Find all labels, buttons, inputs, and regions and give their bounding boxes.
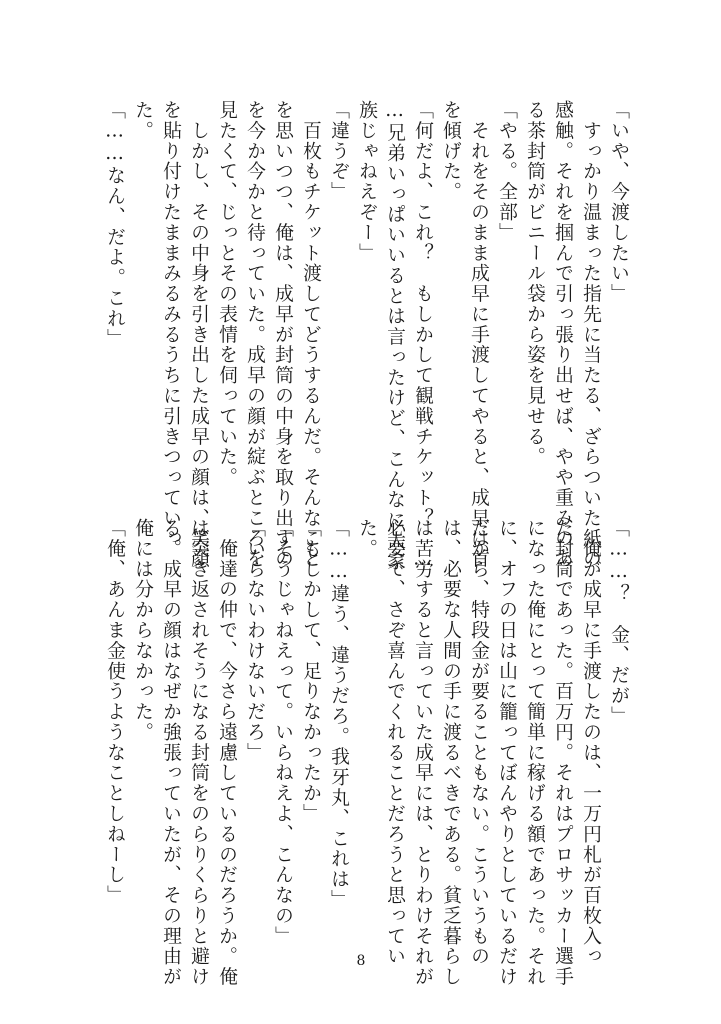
text-line: た。 — [132, 100, 153, 141]
text-line: 「……なん、だよ。これ」 — [104, 100, 125, 350]
text-line: は突き返されそうになる封筒をのらりくらりと避け — [188, 518, 209, 987]
text-line: 「やる。全部」 — [496, 100, 517, 243]
page-number: 8 — [356, 953, 366, 969]
text-line: 「何だよ、これ？ もしかして観戦チケット？ … — [412, 100, 433, 572]
text-line: 族じゃねえぞー」 — [356, 100, 377, 264]
text-line: を思いつつ、俺は、成早が封筒の中身を取り出すの — [272, 100, 293, 569]
text-line: だから、特段金が要ることもない。こういうもの — [468, 518, 489, 967]
text-line: になった俺にとって簡単に稼げる額であった。それ — [524, 518, 545, 987]
text-line: 必要で、さぞ喜んでくれることだろうと思ってい — [384, 518, 405, 967]
text-line: た封筒であった。百万円。それはプロサッカー選手 — [552, 518, 573, 987]
text-line: 俺が成早に手渡したのは、一万円札が百枚入っ — [580, 518, 601, 967]
text-line: を傾げた。 — [440, 100, 461, 202]
text-line: 百枚もチケット渡してどうするんだ。そんなこと — [300, 100, 321, 569]
text-line: に、オフの日は山に籠ってぼんやりとしているだけ — [496, 518, 517, 987]
text-line: 「そうじゃねえって。いらねえよ、こんなの」 — [272, 518, 293, 947]
text-line: 「……？ 金、だが」 — [608, 518, 629, 727]
text-line: 「違うぞ」 — [328, 100, 349, 202]
text-line: すっかり温まった指先に当たる、ざらついた紙の — [580, 100, 601, 569]
text-line: 俺には分からなかった。 — [132, 518, 153, 743]
text-line: る。成早の顔はなぜか強張っていたが、その理由が — [160, 518, 181, 987]
text-line: 見たくて、じっとその表情を伺っていた。 — [216, 100, 237, 488]
text-line: を貼り付けたままみるみるうちに引きつっていっ — [160, 100, 181, 549]
text-line: は苦労すると言っていた成早には、とりわけそれが — [412, 518, 433, 987]
text-line: る茶封筒がビニール袋から姿を見せる。 — [524, 100, 545, 468]
text-line: 俺達の仲で、今さら遠慮しているのだろうか。俺 — [216, 518, 237, 987]
text-line: 「俺、あんま金使うようなことしねーし」 — [104, 518, 125, 906]
text-line: 感触。それを掴んで引っ張り出せば、やや重みのあ — [552, 100, 573, 569]
text-line: 「いらないわけないだろ」 — [244, 518, 265, 763]
text-line: それをそのまま成早に手渡してやると、成早は首 — [468, 100, 489, 569]
text-line: た。 — [356, 518, 377, 559]
text-line: 「……違う、違うだろ。我牙丸、これは」 — [328, 518, 349, 910]
text-line: は、必要な人間の手に渡るべきである。貧乏暮らし — [440, 518, 461, 987]
text-line: 「いや、今渡したい」 — [608, 100, 629, 304]
text-line: しかし、その中身を引き出した成早の顔は、笑顔 — [188, 100, 209, 569]
text-line: …兄弟いっぱいいるとは言ったけど、こんなに大家 — [384, 100, 405, 572]
text-line: 「もしかして、足りなかったか」 — [300, 518, 321, 824]
text-line: を今か今かと待っていた。成早の顔が綻ぶところを — [244, 100, 265, 569]
